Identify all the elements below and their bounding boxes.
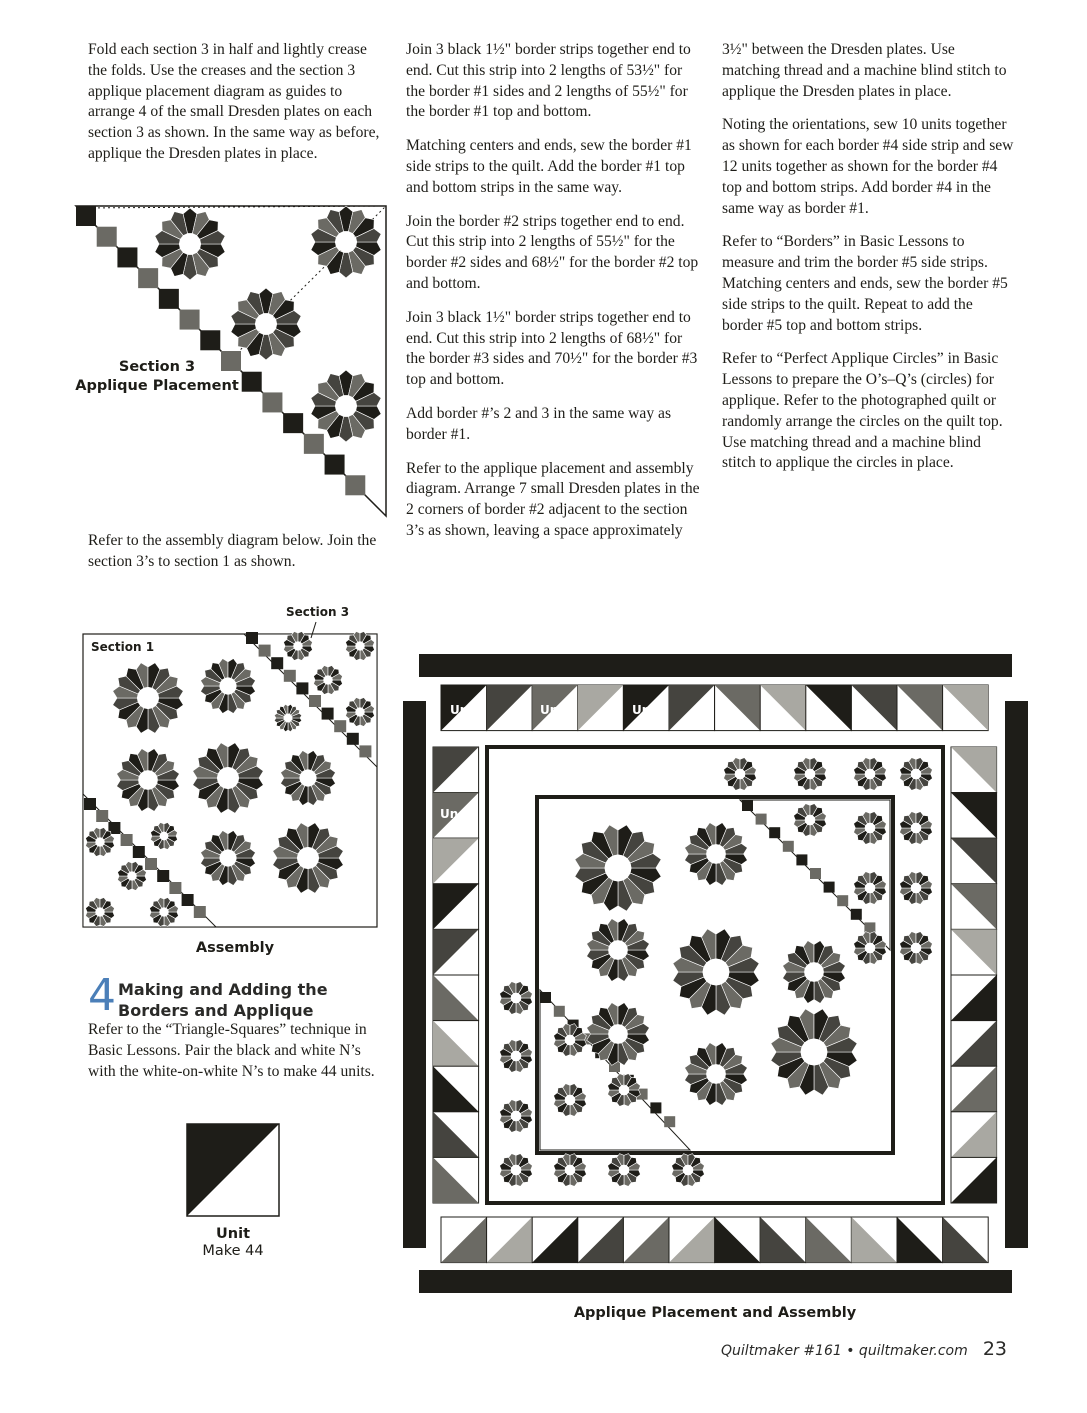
border5-top bbox=[419, 654, 1012, 677]
plate-center bbox=[284, 714, 292, 722]
column-1-step bbox=[88, 1020, 380, 1095]
dresden-plate bbox=[794, 758, 827, 791]
edge-square bbox=[756, 814, 767, 825]
edge-square bbox=[334, 720, 346, 732]
plate-center bbox=[336, 232, 356, 252]
triangle-square-unit bbox=[578, 685, 624, 731]
unit-title: Unit bbox=[216, 1226, 250, 1242]
edge-square bbox=[180, 310, 200, 330]
triangle-square-unit bbox=[760, 685, 806, 731]
dresden-plate bbox=[500, 1040, 533, 1073]
plate-center bbox=[865, 883, 875, 893]
edge-square bbox=[851, 909, 862, 920]
paragraph: Join the border #2 strips together end to end. Cut this strip into 2 lengths of 55½" for the border #2 sides and 68½" for the border #2 top and bottom. bbox=[406, 212, 699, 292]
triangle-square-unit bbox=[951, 793, 997, 839]
dresden-plate bbox=[86, 898, 115, 927]
triangle-square-unit bbox=[951, 838, 997, 884]
dresden-plate bbox=[608, 1154, 641, 1187]
edge-square bbox=[117, 247, 137, 267]
edge-square bbox=[242, 372, 262, 392]
triangle-square-unit bbox=[441, 1217, 487, 1263]
plate-center bbox=[805, 815, 815, 825]
edge-square bbox=[296, 682, 308, 694]
edge-square bbox=[145, 858, 157, 870]
edge-square bbox=[796, 854, 807, 865]
dresden-plate bbox=[554, 1024, 587, 1057]
edge-square bbox=[97, 227, 117, 247]
unit-label: Un bbox=[632, 703, 651, 717]
edge-square bbox=[837, 895, 848, 906]
plate-center bbox=[511, 993, 521, 1003]
plate-center bbox=[300, 770, 316, 786]
plate-center bbox=[256, 314, 276, 334]
triangle-square-unit bbox=[951, 1157, 997, 1203]
plate-center bbox=[703, 959, 729, 985]
paragraph: Refer to the “Triangle-Squares” technique in Basic Lessons. Pair the black and white N’s with the white-on-white N’s to make 44 units. bbox=[88, 1021, 375, 1080]
plate-center bbox=[96, 908, 104, 916]
triangle-square-unit bbox=[433, 747, 479, 793]
dresden-plate bbox=[86, 828, 115, 857]
edge-square bbox=[345, 475, 365, 495]
dresden-plate bbox=[724, 758, 757, 791]
dresden-plate bbox=[346, 632, 375, 661]
step-title bbox=[118, 979, 328, 1021]
edge-square bbox=[133, 846, 145, 858]
triangle-square-unit bbox=[532, 1217, 578, 1263]
edge-square bbox=[810, 868, 821, 879]
dresden-plate bbox=[900, 872, 933, 905]
unit-caption bbox=[180, 1226, 286, 1260]
dresden-plate bbox=[854, 932, 887, 965]
dresden-plate bbox=[854, 872, 887, 905]
plate-center bbox=[706, 844, 725, 863]
plate-center bbox=[619, 1165, 629, 1175]
triangle-square-unit bbox=[851, 685, 897, 731]
edge-square bbox=[347, 733, 359, 745]
border5-left bbox=[403, 701, 426, 1248]
dresden-plate bbox=[900, 932, 933, 965]
dresden-plate bbox=[900, 812, 933, 845]
plate-center bbox=[619, 1085, 629, 1095]
edge-square bbox=[138, 268, 158, 288]
dresden-plate bbox=[118, 862, 147, 891]
edge-square bbox=[121, 834, 133, 846]
triangle-square-unit bbox=[669, 685, 715, 731]
plate-center bbox=[805, 769, 815, 779]
plate-center bbox=[160, 832, 168, 840]
step-title-line1: Making and Adding the bbox=[118, 980, 328, 999]
plate-center bbox=[565, 1035, 575, 1045]
plate-center bbox=[294, 642, 302, 650]
plate-center bbox=[128, 872, 136, 880]
edge-square bbox=[259, 645, 271, 657]
plate-center bbox=[220, 850, 236, 866]
edge-square bbox=[169, 882, 181, 894]
triangle-square-unit bbox=[487, 685, 533, 731]
edge-square bbox=[159, 289, 179, 309]
plate-center bbox=[565, 1165, 575, 1175]
dresden-plate bbox=[150, 822, 177, 849]
plate-center bbox=[511, 1111, 521, 1121]
triangle-square-unit bbox=[715, 1217, 761, 1263]
triangle-square-unit bbox=[669, 1217, 715, 1263]
edge-square bbox=[783, 841, 794, 852]
plate-center bbox=[706, 1064, 725, 1083]
plate-center bbox=[683, 1165, 693, 1175]
dresden-plate bbox=[794, 804, 827, 837]
column-1-top bbox=[88, 40, 380, 178]
paragraph: Fold each section 3 in half and lightly crease the folds. Use the creases and the section 3 applique placement diagram as guides to arrange 4 of the small Dresden plates on each section 3 as shown. In the same way as before, applique the Dresden plates in place. bbox=[88, 41, 380, 162]
plate-center bbox=[911, 823, 921, 833]
unit-label: Un bbox=[440, 807, 459, 821]
unit-label: Un bbox=[450, 703, 469, 717]
triangle-square-unit bbox=[951, 929, 997, 975]
plate-center bbox=[336, 396, 356, 416]
border5-bottom bbox=[419, 1270, 1012, 1293]
plate-center bbox=[298, 848, 318, 868]
plate-center bbox=[605, 855, 631, 881]
plate-center bbox=[608, 1024, 627, 1043]
triangle-square-unit bbox=[897, 685, 943, 731]
plate-center bbox=[801, 1039, 827, 1065]
triangle-square-unit bbox=[851, 1217, 897, 1263]
paragraph: Refer to “Borders” in Basic Lessons to measure and trim the border #5 side strips. Matching centers and ends, sew the border #5 side strips to the quilt. Repeat to add the border #5 top and bottom strips. bbox=[722, 233, 1008, 334]
dresden-plate bbox=[346, 698, 375, 727]
step-title-line2: Borders and Applique bbox=[118, 1001, 314, 1020]
dresden-plate bbox=[608, 1074, 641, 1107]
dresden-plate bbox=[500, 1100, 533, 1133]
edge-square bbox=[84, 798, 96, 810]
edge-square bbox=[322, 708, 334, 720]
magazine-credit: Quiltmaker #161 • quiltmaker.com bbox=[721, 1343, 968, 1359]
dresden-plate bbox=[854, 758, 887, 791]
paragraph: Refer to the applique placement and assembly diagram. Arrange 7 small Dresden plates in the 2 corners of border #2 adjacent to the section 3’s as shown, leaving a space approximately bbox=[406, 459, 700, 539]
column-2 bbox=[406, 40, 700, 555]
column-3 bbox=[722, 40, 1014, 487]
plate-center bbox=[139, 771, 157, 789]
plate-center bbox=[608, 940, 627, 959]
plate-center bbox=[911, 883, 921, 893]
triangle-square-unit bbox=[951, 975, 997, 1021]
plate-center bbox=[865, 823, 875, 833]
step-number: 4 bbox=[88, 970, 116, 1021]
triangle-square-unit bbox=[943, 1217, 989, 1263]
dresden-plate bbox=[500, 982, 533, 1015]
edge-square bbox=[304, 434, 324, 454]
paragraph: 3½" between the Dresden plates. Use matching thread and a machine blind stitch to applique the Dresden plates in place. bbox=[722, 41, 1007, 100]
plate-center bbox=[865, 943, 875, 953]
triangle-square-unit bbox=[433, 1112, 479, 1158]
dresden-plate bbox=[284, 632, 313, 661]
edge-square bbox=[325, 455, 345, 475]
paragraph: Noting the orientations, sew 10 units together as shown for each border #4 side strip and sew 12 units together as shown for the border #4 top and bottom strips. Add border #4 in the same way as border #1. bbox=[722, 116, 1014, 217]
plate-center bbox=[911, 943, 921, 953]
plate-center bbox=[735, 769, 745, 779]
edge-square bbox=[283, 413, 303, 433]
dresden-plate bbox=[554, 1084, 587, 1117]
triangle-square-unit bbox=[715, 685, 761, 731]
plate-center bbox=[565, 1095, 575, 1105]
plate-center bbox=[220, 678, 236, 694]
plate-center bbox=[511, 1051, 521, 1061]
plate-center bbox=[356, 642, 364, 650]
plate-center bbox=[96, 838, 104, 846]
section3-caption-line2: Applique Placement bbox=[75, 378, 239, 394]
edge-square bbox=[246, 632, 258, 644]
triangle-square-unit bbox=[623, 1217, 669, 1263]
plate-center bbox=[511, 1165, 521, 1175]
edge-square bbox=[769, 827, 780, 838]
unit-diagram bbox=[186, 1123, 280, 1217]
edge-square bbox=[650, 1102, 661, 1113]
plate-center bbox=[324, 676, 332, 684]
triangle-square-unit bbox=[951, 747, 997, 793]
page-number: 23 bbox=[982, 1338, 1007, 1360]
edge-square bbox=[182, 894, 194, 906]
triangle-square-unit bbox=[897, 1217, 943, 1263]
dresden-plate bbox=[854, 812, 887, 845]
triangle-square-unit bbox=[433, 884, 479, 930]
paragraph: Join 3 black 1½" border strips together end to end. Cut this strip into 2 lengths of 53½" for the border #1 sides and 2 lengths of 55½" for the border #1 top and bottom. bbox=[406, 41, 691, 121]
triangle-square-unit bbox=[487, 1217, 533, 1263]
triangle-square-unit bbox=[578, 1217, 624, 1263]
paragraph: Join 3 black 1½" border strips together end to end. Cut this strip into 2 lengths of 68½" for the border #3 sides and 70½" for the border #3 top and bottom. bbox=[406, 308, 698, 389]
assembly-label-section1: Section 1 bbox=[91, 640, 155, 654]
plate-center bbox=[804, 962, 823, 981]
section3-caption-line1: Section 3 bbox=[118, 359, 196, 375]
edge-square bbox=[262, 392, 282, 412]
paragraph: Refer to “Perfect Applique Circles” in Basic Lessons to prepare the O’s–Q’s (circles) for applique. Refer to the photographed quilt or randomly arrange the circles on the quilt top. Use matching thread and a machine blind stitch to applique the circles in place. bbox=[722, 350, 1003, 472]
assembly-label-section3: Section 3 bbox=[286, 605, 350, 619]
triangle-square-unit bbox=[433, 975, 479, 1021]
main-quilt-diagram bbox=[400, 650, 1040, 1300]
edge-square bbox=[157, 870, 169, 882]
dresden-plate bbox=[900, 758, 933, 791]
plate-center bbox=[180, 234, 200, 254]
edge-square bbox=[554, 1006, 565, 1017]
plate-center bbox=[160, 908, 168, 916]
dresden-plate bbox=[150, 898, 179, 927]
triangle-square-unit bbox=[951, 1066, 997, 1112]
section3-caption bbox=[72, 358, 242, 396]
triangle-square-unit bbox=[943, 685, 989, 731]
column-1-mid bbox=[88, 531, 380, 586]
triangle-square-unit bbox=[433, 1021, 479, 1067]
border5-right bbox=[1005, 701, 1028, 1248]
edge-square bbox=[309, 695, 321, 707]
unit-sub: Make 44 bbox=[202, 1243, 264, 1259]
edge-square bbox=[271, 657, 283, 669]
edge-square bbox=[76, 206, 96, 226]
assembly-caption: Assembly bbox=[195, 940, 275, 956]
plate-center bbox=[356, 708, 364, 716]
plate-center bbox=[218, 768, 238, 788]
dresden-plate bbox=[314, 666, 343, 695]
triangle-square-unit bbox=[806, 685, 852, 731]
edge-square bbox=[540, 992, 551, 1003]
paragraph: Refer to the assembly diagram below. Join the section 3’s to section 1 as shown. bbox=[88, 532, 377, 570]
dresden-plate bbox=[672, 1154, 705, 1187]
plate-center bbox=[865, 769, 875, 779]
paragraph: Add border #’s 2 and 3 in the same way as border #1. bbox=[406, 404, 672, 443]
triangle-square-unit bbox=[433, 1157, 479, 1203]
dresden-plate bbox=[554, 1154, 587, 1187]
edge-square bbox=[194, 906, 206, 918]
page-footer bbox=[721, 1338, 1007, 1360]
triangle-square-unit bbox=[806, 1217, 852, 1263]
triangle-square-unit bbox=[433, 1066, 479, 1112]
plate-center bbox=[911, 769, 921, 779]
edge-square bbox=[664, 1116, 675, 1127]
triangle-square-unit bbox=[760, 1217, 806, 1263]
unit-label: Un bbox=[540, 703, 559, 717]
main-diagram-caption: Applique Placement and Assembly bbox=[573, 1305, 857, 1321]
triangle-square-unit bbox=[433, 838, 479, 884]
triangle-square-unit bbox=[951, 884, 997, 930]
plate-center bbox=[138, 688, 158, 708]
edge-square bbox=[284, 670, 296, 682]
triangle-square-unit bbox=[951, 1112, 997, 1158]
edge-square bbox=[200, 330, 220, 350]
edge-square bbox=[824, 882, 835, 893]
triangle-square-unit bbox=[433, 929, 479, 975]
paragraph: Matching centers and ends, sew the border #1 side strips to the quilt. Add the border #1 top and bottom strips in the same way. bbox=[406, 137, 692, 196]
dresden-plate bbox=[500, 1154, 533, 1187]
edge-square bbox=[96, 810, 108, 822]
triangle-square-unit bbox=[951, 1021, 997, 1067]
edge-square bbox=[742, 800, 753, 811]
edge-square bbox=[359, 745, 371, 757]
